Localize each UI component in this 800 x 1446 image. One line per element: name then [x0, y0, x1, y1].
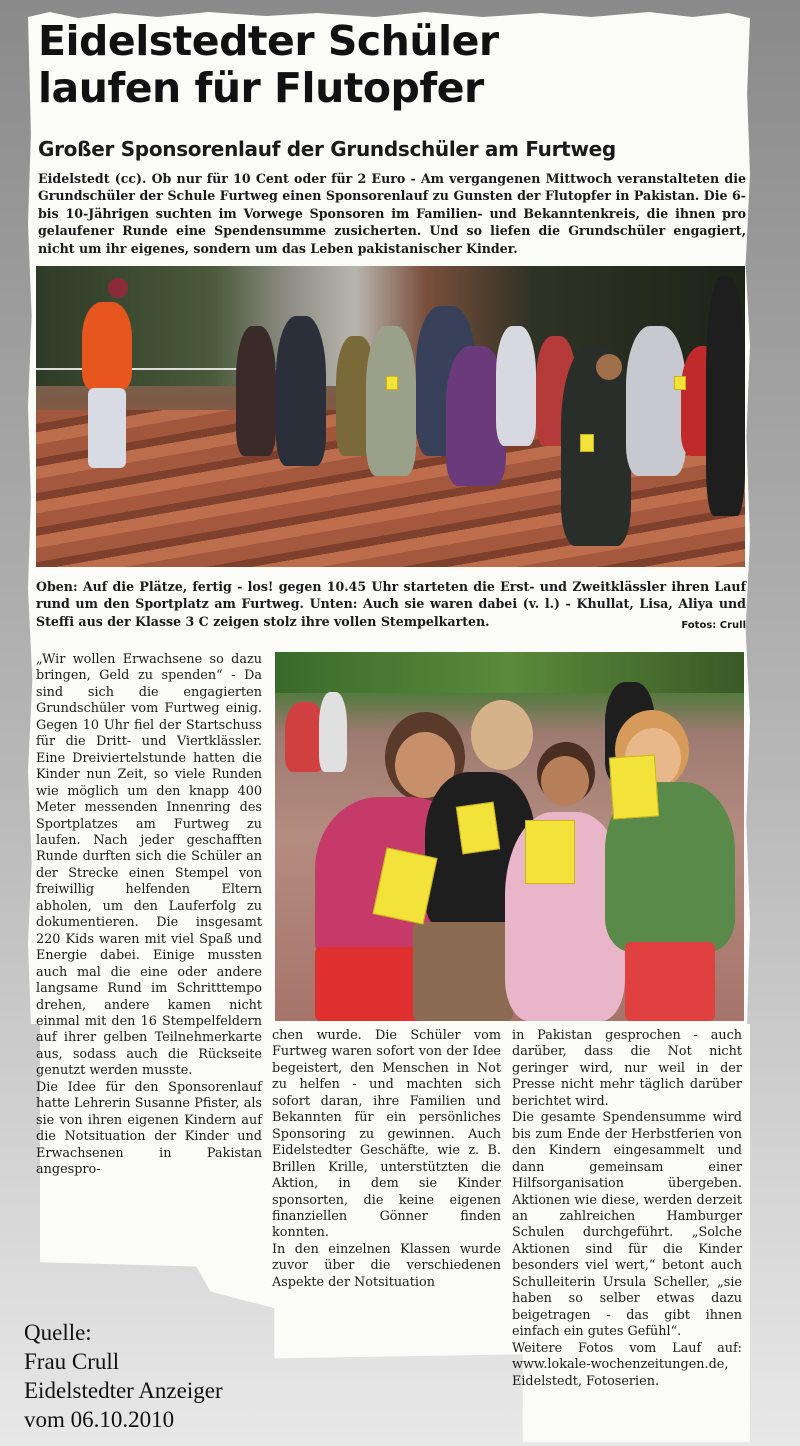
source-author: Frau Crull: [24, 1349, 120, 1374]
source-label: Quelle:: [24, 1320, 92, 1345]
column-3-paragraph-1: in Pakistan gesprochen - auch darüber, dass die Not nicht geringer wird, nur weil in der Presse nicht mehr täglich darüber berichtet wird.: [512, 1028, 742, 1109]
article-column-3: [512, 1028, 742, 1390]
source-note: [24, 1318, 294, 1434]
column-2-paragraph-1: chen wurde. Die Schüler vom Furtweg waren sofort von der Idee begeistert, den Menschen in Not zu helfen - und machten sich sofort daran, ihre Familien und Bekannten für ein persönliches Sponsoring zu gewinnen. Auch Eidelstedter Geschäfte, wie z. B. Brillen Krille, unterstützten die Aktion, in dem sie Kinder sponsorten, die keine eigenen finanziellen Gönner finden konnten.: [272, 1028, 501, 1241]
column-3-paragraph-3: Weitere Fotos vom Lauf auf: www.lokale-wochenzeitungen.de, Eidelstedt, Fotoserien.: [512, 1340, 742, 1389]
article-subheadline: Großer Sponsorenlauf der Grundschüler am Furtweg: [38, 137, 616, 161]
headline-line-1: Eidelstedter Schüler: [38, 17, 499, 65]
headline-line-2: laufen für Flutopfer: [38, 64, 484, 112]
photo-caption: [36, 578, 746, 634]
column-1-paragraph-2: Die Idee für den Sponsorenlauf hatte Lehrerin Susanne Pfister, als sie von ihren eigenen Kindern auf die Notsituation der Kinder und Erwachsenen in Pakistan angespro-: [36, 1079, 262, 1178]
source-date: vom 06.10.2010: [24, 1407, 175, 1432]
photo-running-children: [36, 266, 745, 567]
photo-girls-with-stamp-cards: [275, 652, 744, 1021]
column-1-paragraph-1: „Wir wollen Erwachsene so dazu bringen, Geld zu spenden“ - Da sind sich die engagierten Grundschüler vom Furtweg einig. Gegen 10 Uhr fiel der Startschuss für die Dritt- und Viertklässler. Eine Dreiviertelstunde hatten die Kinder nun Zeit, so viele Runden wie möglich um den knapp 400 Meter messenden Innenring des Sportplatzes am Furtweg zu laufen. Nach jeder geschafften Runde durften sich die Schüler an der Strecke einen Stempel von freiwillig helfenden Eltern abholen, um den Lauferfolg zu dokumentieren. Die insgesamt 220 Kids waren mit viel Spaß und Energie dabei. Einige mussten auch mal die eine oder andere langsame Rund im Schritttempo drehen, andere kamen nicht einmal mit den 16 Stempelfeldern auf ihrer gelben Teilnehmerkarte aus, sodass auch die Rückseite genutzt werden musste.: [36, 652, 262, 1079]
photo-credit: Fotos: Crull: [681, 619, 746, 631]
article-intro: Eidelstedt (cc). Ob nur für 10 Cent oder für 2 Euro - Am vergangenen Mittwoch veranstalteten die Grundschüler der Schule Furtweg einen Sponsorenlauf zu Gunsten der Flutopfer in Pakistan. Die 6- bis 10-Jährigen suchten im Vorwege Sponsoren im Familien- und Bekanntenkreis, die ihnen pro gelaufener Runde eine Spendensumme zusicherten. Und so liefen die Grundschüler engagiert, nicht um ihr eigenes, sondern um das Leben pakistanischer Kinder.: [38, 171, 746, 256]
source-publication: Eidelstedter Anzeiger: [24, 1378, 223, 1403]
column-3-paragraph-2: Die gesamte Spendensumme wird bis zum Ende der Herbstferien von den Kindern eingesammelt und dann gemeinsam einer Hilfsorganisation übergeben. Aktionen wie diese, werden derzeit an zahlreichen Hamburger Schulen durchgeführt. „Solche Aktionen sind für die Kinder besonders viel wert,“ betont auch Schulleiterin Ursula Scheller, „sie haben so selber etwas dazu beigetragen - das gibt ihnen einfach ein gutes Gefühl“.: [512, 1110, 742, 1340]
article-headline: [38, 18, 718, 112]
article-column-1: [36, 652, 262, 1179]
caption-text: Oben: Auf die Plätze, fertig - los! gegen 10.45 Uhr starteten die Erst- und Zweitklässler ihren Lauf rund um den Sportplatz am Furtweg. Unten: Auch sie waren dabei (v. l.) - Khullat, Lisa, Aliya und Steffi aus der Klasse 3 C zeigen stolz ihre vollen Stempelkarten.: [36, 579, 746, 629]
article-column-2: [272, 1028, 501, 1291]
column-2-paragraph-2: In den einzelnen Klassen wurde zuvor über die verschiedenen Aspekte der Notsituation: [272, 1241, 501, 1290]
